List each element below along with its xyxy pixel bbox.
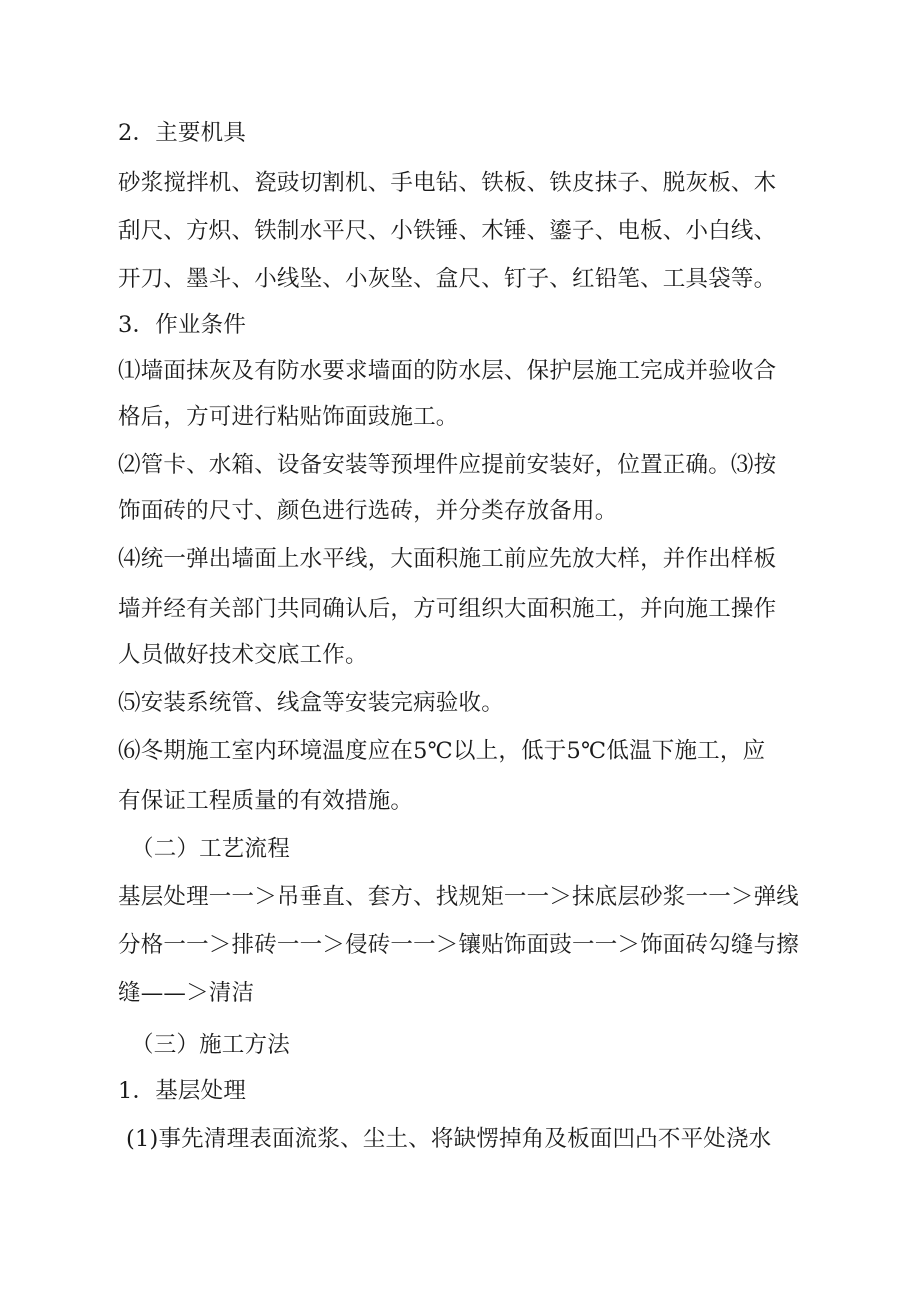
paragraph-line: (1)事先清理表面流浆、尘土、将缺愣掉角及板面凹凸不平处浇水 (126, 1126, 772, 1152)
paragraph-line: 缝——＞清洁 (118, 980, 255, 1006)
paragraph-line: 饰面砖的尺寸、颜色进行选砖，并分类存放备用。 (118, 498, 618, 524)
paragraph-line: 墙并经有关部门共同确认后，方可组织大面积施工，并向施工操作 (118, 596, 777, 622)
section-heading-work-conditions: 3．作业条件 (118, 312, 247, 338)
section-heading-base-treatment: 1．基层处理 (118, 1078, 247, 1104)
paragraph-line: 格后，方可进行粘贴饰面豉施工。 (118, 404, 459, 430)
section-heading-process-flow: （二）工艺流程 (131, 836, 290, 862)
paragraph-line: 基层处理一一＞吊垂直、套方、找规矩一一＞抹底层砂浆一一＞弹线 (118, 884, 800, 910)
paragraph-line: ⑴墙面抹灰及有防水要求墙面的防水层、保护层施工完成并验收合 (118, 358, 777, 384)
paragraph-line: 分格一一＞排砖一一＞侵砖一一＞镶贴饰面豉一一＞饰面砖勾缝与擦 (118, 932, 800, 958)
paragraph-line: 人员做好技术交底工作。 (118, 642, 368, 668)
paragraph-line: ⑷统一弹出墙面上水平线，大面积施工前应先放大样，并作出样板 (118, 546, 777, 572)
paragraph-line: 有保证工程质量的有效措施。 (118, 788, 414, 814)
paragraph-line: 开刀、墨斗、小线坠、小灰坠、盒尺、钉子、红铅笔、工具袋等。 (118, 266, 777, 292)
paragraph-line: ⑵管卡、水箱、设备安装等预埋件应提前安装好，位置正确。⑶按 (118, 452, 777, 478)
paragraph-line: ⑹冬期施工室内环境温度应在5℃以上，低于5℃低温下施工，应 (118, 738, 766, 764)
paragraph-line: ⑸安装系统管、线盒等安装完病验收。 (118, 690, 504, 716)
section-heading-main-tools: 2．主要机具 (118, 120, 247, 146)
section-heading-construction-method: （三）施工方法 (131, 1032, 290, 1058)
paragraph-line: 刮尺、方炽、铁制水平尺、小铁锤、木锤、鎏子、电板、小白线、 (118, 218, 777, 244)
paragraph-line: 砂浆搅拌机、瓷豉切割机、手电钻、铁板、铁皮抹子、脱灰板、木 (118, 170, 777, 196)
